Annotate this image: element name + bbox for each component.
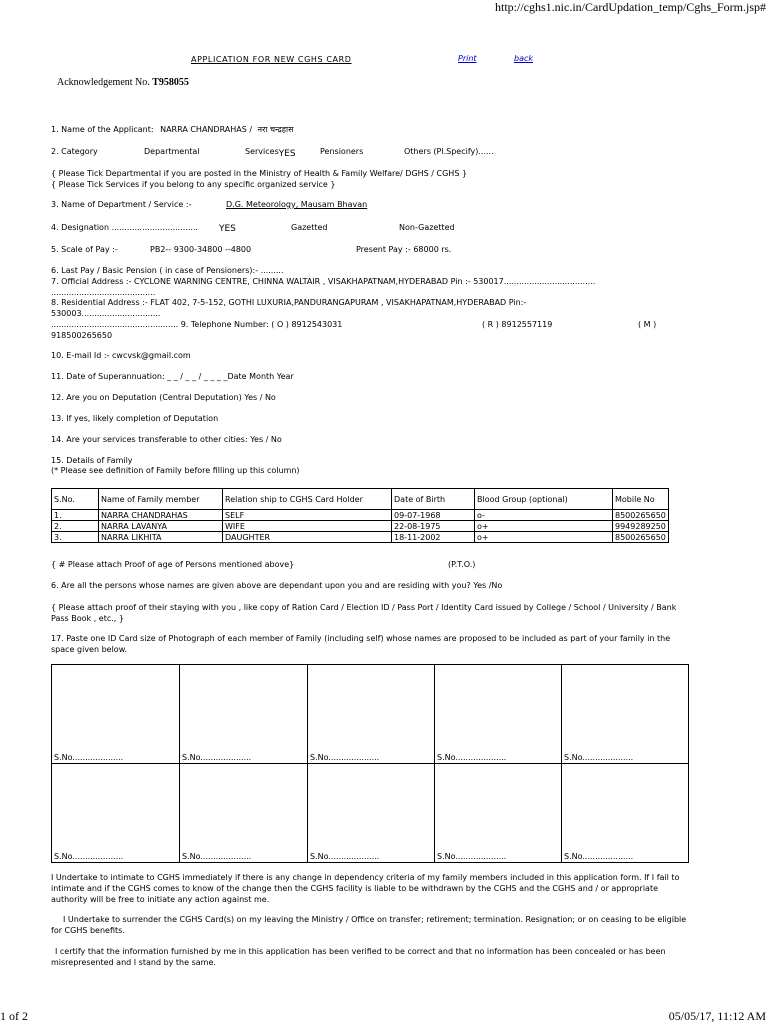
cell-sno: 2.	[52, 521, 99, 532]
q9-label: 9. Telephone Number: ( O ) 8912543031	[180, 320, 343, 329]
cell-dob: 22-08-1975	[392, 521, 475, 532]
photo-sno: S.No....................	[182, 753, 252, 762]
q2-services[interactable]	[245, 147, 296, 157]
table-row	[52, 521, 669, 532]
note-services: { Please Tick Services if you belong to any specific organized service }	[51, 180, 336, 189]
q1-label: 1. Name of the Applicant:	[51, 125, 154, 134]
ack-number: T958055	[152, 77, 189, 88]
print-link[interactable]: Print	[458, 54, 477, 63]
q15-note: (* Please see definition of Family before filling up this column)	[51, 466, 300, 475]
q7-official-address: 7. Official Address :- CYCLONE WARNING CENTRE, CHINNA WALTAIR , VISAKHAPATNAM,HYDERABAD Pin :- 530017....................................	[51, 277, 596, 286]
cell-name: NARRA CHANDRAHAS	[99, 510, 223, 521]
q6-last-pay: 6. Last Pay / Basic Pension ( in case of Pensioners):- .........	[51, 266, 284, 275]
q12-deputation: 12. Are you on Deputation (Central Deputation) Yes / No	[51, 393, 276, 402]
photo-slot[interactable]	[435, 764, 562, 862]
photo-sno: S.No....................	[310, 852, 380, 861]
back-link[interactable]: back	[514, 54, 534, 63]
cell-relation: SELF	[223, 510, 392, 521]
q8-residential-address: 8. Residential Address :- FLAT 402, 7-5-152, GOTHI LUXURIA,PANDURANGAPURAM , VISAKHAPATNAM,HYDERABAD Pin:-	[51, 298, 527, 307]
photo-sno: S.No....................	[54, 753, 124, 762]
q9-residence: ( R ) 8912557119	[482, 320, 553, 329]
q1-applicant	[51, 124, 293, 135]
col-blood-group: Blood Group (optional)	[475, 489, 613, 510]
cell-blood-group: o+	[475, 521, 613, 532]
photo-slot[interactable]	[52, 665, 180, 764]
table-row	[52, 532, 669, 543]
acknowledgement	[57, 77, 189, 88]
photo-slot[interactable]	[308, 665, 435, 764]
photo-sno: S.No....................	[54, 852, 124, 861]
page-url: http://cghs1.nic.in/CardUpdation_temp/Cghs_Form.jsp#	[495, 0, 766, 14]
cell-blood-group: o+	[475, 532, 613, 543]
q4-value: YES	[219, 224, 236, 234]
q8-pin: 530003...............................	[51, 309, 161, 318]
certification: I certify that the information furnished by me in this application has been verified to be correct and that no information has been concealed or has been misrepresented and I stand by the same.	[51, 947, 666, 967]
q11-superannuation: 11. Date of Superannuation: _ _ / _ _ / _ _ _ _Date Month Year	[51, 372, 294, 381]
q4-non-gazetted[interactable]: Non-Gazetted	[399, 223, 455, 232]
cell-mobile: 9949289250	[613, 521, 669, 532]
pto-label: (P.T.O.)	[448, 560, 476, 569]
cell-relation: DAUGHTER	[223, 532, 392, 543]
photo-grid	[51, 664, 689, 863]
q9-mobile-label: ( M )	[638, 320, 657, 329]
q4-gazetted[interactable]: Gazetted	[291, 223, 328, 232]
page-title: APPLICATION FOR NEW CGHS CARD	[191, 55, 352, 64]
cell-dob: 09-07-1968	[392, 510, 475, 521]
q10-email: 10. E-mail Id :- cwcvsk@gmail.com	[51, 351, 191, 360]
q2-services-label: Services	[245, 147, 279, 156]
q5-value: PB2-- 9300-34800 --4800	[150, 245, 252, 254]
cell-mobile: 8500265650	[613, 532, 669, 543]
q9-dots: ..................................................	[51, 320, 179, 329]
q1-value: NARRA CHANDRAHAS /	[160, 125, 253, 134]
q15-family-details: 15. Details of Family	[51, 456, 133, 465]
cell-mobile: 8500265650	[613, 510, 669, 521]
photo-slot[interactable]	[180, 764, 308, 862]
q16-dependants: 6. Are all the persons whose names are given above are dependant upon you and are residing with you? Yes /No	[51, 581, 503, 590]
q2-label: 2. Category	[51, 147, 98, 156]
col-sno: S.No.	[52, 489, 99, 510]
photo-slot[interactable]	[52, 764, 180, 862]
cell-name: NARRA LAVANYA	[99, 521, 223, 532]
q2-others[interactable]: Others (Pl.Specify)......	[404, 147, 494, 156]
photo-slot[interactable]	[435, 665, 562, 764]
q2-services-mark: YES	[278, 149, 296, 159]
ack-label: Acknowledgement No.	[57, 77, 150, 88]
photo-sno: S.No....................	[564, 852, 634, 861]
cell-sno: 3.	[52, 532, 99, 543]
q13-deputation-completion: 13. If yes, likely completion of Deputation	[51, 414, 219, 423]
family-table	[51, 488, 669, 543]
q5-present-pay: Present Pay :- 68000 rs.	[356, 245, 452, 254]
photo-slot[interactable]	[180, 665, 308, 764]
cell-name: NARRA LIKHITA	[99, 532, 223, 543]
q14-transferable: 14. Are your services transferable to other cities: Yes / No	[51, 435, 282, 444]
q9-mobile: 918500265650	[51, 331, 113, 340]
col-mobile: Mobile No	[613, 489, 669, 510]
photo-sno: S.No....................	[437, 753, 507, 762]
photo-sno: S.No....................	[437, 852, 507, 861]
family-table-header	[52, 489, 669, 510]
note-departmental: { Please Tick Departmental if you are posted in the Ministry of Health & Family Welfare/ DGHS / CGHS }	[51, 169, 468, 178]
q1-hindi: नरा चन्द्रहास	[257, 125, 294, 134]
cell-relation: WIFE	[223, 521, 392, 532]
cell-sno: 1.	[52, 510, 99, 521]
undertaking-intimate: I Undertake to intimate to CGHS immediately if there is any change in dependency criteria of my family members included in this application form. If I fail to intimate and if the CGHS comes to know of the change then the CGHS facility is liable to be withdrawn by the CGHS and the CGHS and / or appropriate authority will be free to initiate any action against me.	[51, 873, 680, 904]
photo-sno: S.No....................	[182, 852, 252, 861]
col-dob: Date of Birth	[392, 489, 475, 510]
photo-slot[interactable]	[562, 665, 688, 764]
q17-photographs: 17. Paste one ID Card size of Photograph of each member of Family (including self) whose names are proposed to be included as part of your family in the space given below.	[51, 634, 671, 654]
photo-sno: S.No....................	[564, 753, 634, 762]
cell-dob: 18-11-2002	[392, 532, 475, 543]
q7-dots: .........................................	[51, 288, 156, 297]
q2-pensioners[interactable]: Pensioners	[320, 147, 364, 156]
q4-label: 4. Designation ..................................	[51, 223, 199, 232]
proof-note: { # Please attach Proof of age of Persons mentioned above}	[51, 560, 295, 569]
page-indicator: 1 of 2	[0, 1009, 28, 1023]
col-name: Name of Family member	[99, 489, 223, 510]
photo-slot[interactable]	[308, 764, 435, 862]
photo-slot[interactable]	[562, 764, 688, 862]
q5-label: 5. Scale of Pay :-	[51, 245, 118, 254]
q3-value: D.G. Meteorology, Mausam Bhavan	[226, 200, 368, 209]
col-relation: Relation ship to CGHS Card Holder	[223, 489, 392, 510]
cell-blood-group: o-	[475, 510, 613, 521]
q3-label: 3. Name of Department / Service :-	[51, 200, 192, 209]
print-datetime: 05/05/17, 11:12 AM	[668, 1009, 766, 1023]
q16-note: { Please attach proof of their staying with you , like copy of Ration Card / Election ID / Pass Port / Identity Card issued by College / School / University / Bank Pass Book , etc., }	[51, 603, 677, 623]
q9-telephone	[51, 320, 342, 329]
undertaking-surrender: I Undertake to surrender the CGHS Card(s) on my leaving the Ministry / Office on transfer; retirement; termination. Resignation; or on ceasing to be eligible for CGHS benefits.	[51, 915, 687, 935]
photo-sno: S.No....................	[310, 753, 380, 762]
q2-departmental[interactable]: Departmental	[144, 147, 200, 156]
table-row	[52, 510, 669, 521]
